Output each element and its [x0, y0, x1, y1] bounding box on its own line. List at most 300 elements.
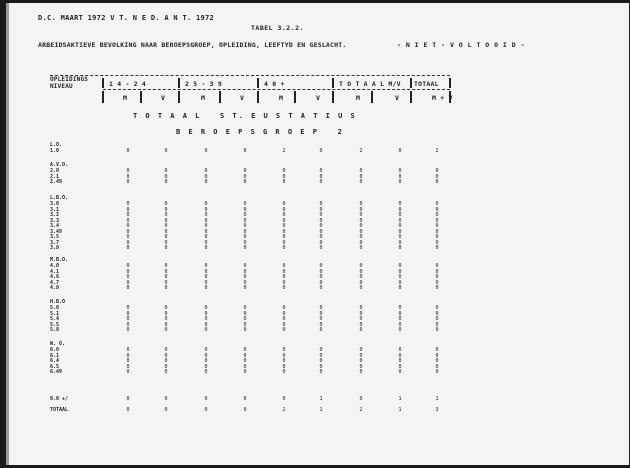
value-cell: 0 [282, 201, 286, 207]
row-code: 6.49 [50, 369, 63, 375]
sex-column-header: M [356, 94, 361, 102]
value-cell: 0 [126, 316, 130, 322]
column-divider [257, 78, 259, 88]
column-divider [178, 91, 180, 103]
row-code: 4.7 [50, 279, 60, 286]
value-cell: 0 [398, 363, 402, 370]
value-cell: 0 [243, 263, 247, 269]
value-cell: 0 [126, 274, 130, 280]
value-cell: 0 [359, 217, 363, 224]
value-cell: 0 [359, 206, 363, 213]
row-code: 3.5 [50, 234, 60, 240]
value-cell: 0 [282, 263, 286, 269]
value-cell: 0 [359, 369, 363, 375]
value-cell: 0 [164, 206, 168, 213]
sex-column-header: V [240, 94, 245, 102]
row-code: 3.1 [50, 206, 60, 213]
table-number: TABEL 3.2.2. [251, 24, 304, 32]
value-cell: 0 [359, 212, 363, 218]
value-cell: 0 [243, 179, 247, 185]
value-cell: 0 [164, 363, 168, 370]
value-cell: 0 [282, 279, 286, 286]
row-code: 6.1 [50, 352, 60, 359]
sex-column-header: M [201, 94, 206, 102]
value-cell: 0 [204, 285, 208, 291]
value-cell: 0 [319, 148, 323, 154]
column-divider [178, 78, 180, 88]
value-cell: 0 [243, 363, 247, 370]
row-code: 3.2 [50, 212, 60, 218]
row-code: 3.7 [50, 239, 60, 246]
value-cell: 0 [243, 358, 247, 364]
value-cell: 0 [204, 217, 208, 224]
value-cell: 0 [319, 239, 323, 246]
value-cell: 0 [435, 263, 439, 269]
value-cell: 0 [398, 369, 402, 375]
value-cell: 0 [243, 316, 247, 322]
value-cell: 0 [126, 228, 130, 235]
value-cell: 0 [319, 369, 323, 375]
value-cell: 3 [435, 407, 439, 413]
row-label-header: OPLEIDINGS NIVEAU [50, 76, 89, 90]
value-cell: 0 [164, 310, 168, 317]
row-code: 2.49 [50, 179, 63, 185]
value-cell: 0 [319, 173, 323, 180]
value-cell: 1 [398, 396, 402, 402]
value-cell: 0 [164, 321, 168, 328]
value-cell: 0 [243, 268, 247, 275]
value-cell: 2 [359, 407, 363, 413]
value-cell: 0 [164, 316, 168, 322]
value-cell: 0 [398, 239, 402, 246]
value-cell: 0 [319, 263, 323, 269]
value-cell: 0 [243, 327, 247, 333]
value-cell: 0 [319, 212, 323, 218]
value-cell: 0 [398, 223, 402, 229]
row-code: 9.0 +/ [50, 396, 69, 402]
value-cell: 0 [359, 239, 363, 246]
value-cell: 0 [282, 212, 286, 218]
value-cell: 0 [398, 173, 402, 180]
value-cell: 0 [319, 245, 323, 251]
value-cell: 0 [319, 217, 323, 224]
value-cell: 0 [319, 305, 323, 311]
value-cell: 0 [204, 206, 208, 213]
value-cell: 0 [282, 327, 286, 333]
value-cell: 0 [204, 352, 208, 359]
value-cell: 0 [435, 310, 439, 317]
value-cell: 0 [282, 321, 286, 328]
value-cell: 0 [282, 369, 286, 375]
value-cell: 0 [243, 245, 247, 251]
column-divider [140, 91, 142, 103]
value-cell: 0 [204, 223, 208, 229]
row-code: 5.4 [50, 316, 60, 322]
value-cell: 2 [359, 148, 363, 154]
value-cell: 0 [282, 268, 286, 275]
value-cell: 0 [126, 310, 130, 317]
value-cell: 0 [126, 279, 130, 286]
value-cell: 0 [204, 407, 208, 413]
value-cell: 0 [398, 358, 402, 364]
value-cell: 0 [243, 369, 247, 375]
value-cell: 0 [282, 305, 286, 311]
value-cell: 0 [282, 274, 286, 280]
value-cell: 0 [243, 274, 247, 280]
value-cell: 0 [435, 268, 439, 275]
value-cell: 0 [204, 363, 208, 370]
value-cell: 0 [126, 358, 130, 364]
sex-column-header: M [279, 94, 284, 102]
value-cell: 0 [164, 223, 168, 229]
sex-column-header: M [123, 94, 128, 102]
row-code: 5.1 [50, 310, 60, 317]
value-cell: 0 [435, 369, 439, 375]
value-cell: 0 [435, 245, 439, 251]
value-cell: 0 [319, 316, 323, 322]
value-cell: 0 [204, 358, 208, 364]
value-cell: 0 [164, 305, 168, 311]
value-cell: 0 [126, 352, 130, 359]
value-cell: 0 [398, 201, 402, 207]
value-cell: 0 [359, 201, 363, 207]
column-divider [410, 91, 412, 103]
value-cell: 0 [359, 274, 363, 280]
value-cell: 0 [319, 228, 323, 235]
value-cell: 0 [319, 234, 323, 240]
value-cell: 0 [204, 321, 208, 328]
value-cell: 0 [164, 148, 168, 154]
value-cell: 1 [319, 407, 323, 413]
value-cell: 0 [398, 234, 402, 240]
value-cell: 0 [282, 239, 286, 246]
column-divider [449, 78, 451, 88]
value-cell: 0 [319, 274, 323, 280]
value-cell: 0 [164, 263, 168, 269]
value-cell: 0 [282, 285, 286, 291]
value-cell: 0 [359, 305, 363, 311]
value-cell: 0 [126, 206, 130, 213]
row-code: 6.5 [50, 363, 60, 370]
value-cell: 0 [126, 234, 130, 240]
value-cell: 0 [126, 239, 130, 246]
value-cell: 0 [164, 285, 168, 291]
value-cell: 0 [282, 168, 286, 174]
value-cell: 0 [126, 201, 130, 207]
value-cell: 0 [243, 285, 247, 291]
value-cell: 0 [164, 173, 168, 180]
value-cell: 0 [435, 279, 439, 286]
value-cell: 0 [359, 223, 363, 229]
sex-column-header: V [316, 94, 321, 102]
value-cell: 0 [164, 396, 168, 402]
group-title: B E R O E P S G R O E P 2 [176, 128, 344, 136]
sex-column-header: V [395, 94, 400, 102]
value-cell: 0 [359, 321, 363, 328]
row-code: 4.8 [50, 285, 60, 291]
value-cell: 0 [204, 327, 208, 333]
group-label: H.B.O [50, 299, 66, 305]
value-cell: 0 [435, 358, 439, 364]
value-cell: 0 [319, 321, 323, 328]
value-cell: 0 [204, 396, 208, 402]
value-cell: 0 [435, 274, 439, 280]
value-cell: 0 [126, 407, 130, 413]
value-cell: 0 [243, 352, 247, 359]
value-cell: 0 [243, 228, 247, 235]
value-cell: 0 [398, 212, 402, 218]
value-cell: 0 [164, 168, 168, 174]
value-cell: 0 [204, 179, 208, 185]
value-cell: 0 [164, 347, 168, 353]
value-cell: 0 [243, 206, 247, 213]
row-code: 3.4 [50, 223, 60, 229]
value-cell: 0 [319, 179, 323, 185]
value-cell: 0 [398, 310, 402, 317]
value-cell: 0 [282, 347, 286, 353]
value-cell: 0 [126, 245, 130, 251]
value-cell: 0 [126, 285, 130, 291]
value-cell: 1 [398, 407, 402, 413]
value-cell: 0 [319, 310, 323, 317]
value-cell: 0 [282, 179, 286, 185]
value-cell: 0 [359, 310, 363, 317]
value-cell: 0 [398, 228, 402, 235]
source-line: D.C. MAART 1972 V T. N E D. A N T. 1972 [38, 14, 215, 22]
value-cell: 0 [164, 327, 168, 333]
value-cell: 0 [204, 201, 208, 207]
column-divider [332, 91, 334, 103]
value-cell: 0 [164, 217, 168, 224]
value-cell: 2 [435, 148, 439, 154]
value-cell: 0 [435, 363, 439, 370]
value-cell: 0 [204, 310, 208, 317]
value-cell: 0 [435, 173, 439, 180]
value-cell: 0 [204, 234, 208, 240]
value-cell: 0 [164, 245, 168, 251]
value-cell: 0 [319, 358, 323, 364]
value-cell: 0 [282, 223, 286, 229]
value-cell: 0 [359, 352, 363, 359]
value-cell: 0 [164, 352, 168, 359]
scanned-page [6, 3, 629, 465]
row-code: 3.49 [50, 228, 63, 235]
value-cell: 1 [435, 396, 439, 402]
value-cell: 0 [126, 148, 130, 154]
value-cell: 0 [126, 223, 130, 229]
column-divider [294, 91, 296, 103]
age-group-header: 2 5 - 3 9 [185, 80, 223, 88]
value-cell: 0 [126, 327, 130, 333]
row-code: 5.8 [50, 327, 60, 333]
value-cell: 0 [126, 173, 130, 180]
value-cell: 0 [164, 239, 168, 246]
row-code: 4.6 [50, 274, 60, 280]
value-cell: 0 [435, 179, 439, 185]
value-cell: 2 [282, 407, 286, 413]
value-cell: 0 [204, 305, 208, 311]
value-cell: 0 [126, 263, 130, 269]
value-cell: 0 [319, 223, 323, 229]
value-cell: 0 [204, 279, 208, 286]
sex-column-header: V [161, 94, 166, 102]
value-cell: 0 [435, 239, 439, 246]
value-cell: 0 [126, 321, 130, 328]
value-cell: 0 [204, 168, 208, 174]
value-cell: 0 [164, 358, 168, 364]
value-cell: 0 [204, 369, 208, 375]
group-label: L.B.O. [50, 195, 69, 201]
value-cell: 0 [398, 305, 402, 311]
value-cell: 0 [126, 363, 130, 370]
value-cell: 0 [282, 310, 286, 317]
value-cell: 0 [164, 228, 168, 235]
age-group-header: 4 0 + [264, 80, 285, 88]
value-cell: 0 [359, 347, 363, 353]
value-cell: 0 [164, 179, 168, 185]
value-cell: 0 [398, 263, 402, 269]
value-cell: 0 [435, 223, 439, 229]
value-cell: 0 [398, 168, 402, 174]
value-cell: 0 [359, 234, 363, 240]
value-cell: 0 [164, 234, 168, 240]
value-cell: 0 [126, 268, 130, 275]
value-cell: 0 [243, 321, 247, 328]
value-cell: 0 [243, 239, 247, 246]
value-cell: 0 [164, 407, 168, 413]
group-label: A.V.O. [50, 162, 69, 168]
value-cell: 0 [398, 316, 402, 322]
row-code: 6.0 [50, 347, 60, 353]
value-cell: 0 [435, 327, 439, 333]
value-cell: 0 [398, 274, 402, 280]
value-cell: 0 [435, 212, 439, 218]
value-cell: 0 [282, 396, 286, 402]
header-mid-rule [103, 89, 450, 90]
value-cell: 0 [435, 321, 439, 328]
value-cell: 0 [359, 279, 363, 286]
value-cell: 0 [243, 173, 247, 180]
value-cell: 0 [398, 352, 402, 359]
value-cell: 0 [435, 206, 439, 213]
value-cell: 0 [243, 217, 247, 224]
age-group-header: TOTAAL [414, 80, 439, 88]
value-cell: 0 [126, 217, 130, 224]
value-cell: 0 [435, 352, 439, 359]
value-cell: 0 [435, 305, 439, 311]
value-cell: 0 [319, 168, 323, 174]
value-cell: 0 [204, 245, 208, 251]
value-cell: 0 [398, 268, 402, 275]
value-cell: 0 [398, 321, 402, 328]
value-cell: 1 [319, 396, 323, 402]
value-cell: 0 [319, 285, 323, 291]
value-cell: 0 [359, 228, 363, 235]
value-cell: 0 [243, 168, 247, 174]
value-cell: 0 [126, 369, 130, 375]
value-cell: 0 [243, 279, 247, 286]
header-top-rule [50, 75, 450, 76]
value-cell: 0 [319, 352, 323, 359]
value-cell: 0 [435, 201, 439, 207]
value-cell: 0 [435, 316, 439, 322]
value-cell: 0 [359, 285, 363, 291]
value-cell: 0 [359, 168, 363, 174]
value-cell: 0 [282, 363, 286, 370]
value-cell: 0 [243, 234, 247, 240]
value-cell: 0 [126, 347, 130, 353]
value-cell: 0 [126, 305, 130, 311]
value-cell: 0 [282, 316, 286, 322]
age-group-header: T O T A A L M/V [339, 80, 401, 88]
value-cell: 0 [243, 201, 247, 207]
value-cell: 0 [282, 245, 286, 251]
value-cell: 0 [126, 168, 130, 174]
row-code: 2.0 [50, 168, 60, 174]
value-cell: 0 [359, 263, 363, 269]
value-cell: 0 [204, 212, 208, 218]
value-cell: 0 [204, 268, 208, 275]
sex-column-header: M + V [432, 94, 453, 102]
value-cell: 0 [204, 228, 208, 235]
value-cell: 0 [435, 228, 439, 235]
value-cell: 0 [126, 396, 130, 402]
row-code: 4.0 [50, 263, 60, 269]
value-cell: 0 [164, 212, 168, 218]
row-code: 1.0 [50, 148, 60, 154]
row-code: 3.8 [50, 245, 60, 251]
row-code: 5.5 [50, 321, 60, 328]
value-cell: 0 [164, 201, 168, 207]
value-cell: 0 [204, 173, 208, 180]
group-label: L.O. [50, 142, 63, 148]
value-cell: 0 [204, 263, 208, 269]
column-divider [102, 91, 104, 103]
status-note: - N I E T - V O L T O O I D - [397, 41, 525, 49]
value-cell: 0 [243, 148, 247, 154]
value-cell: 0 [282, 173, 286, 180]
value-cell: 0 [359, 396, 363, 402]
value-cell: 0 [282, 228, 286, 235]
section-title: T O T A A L S T. E U S T A T I U S [133, 112, 357, 120]
group-label: W. O. [50, 341, 66, 347]
value-cell: 0 [204, 347, 208, 353]
row-code: 3.0 [50, 201, 60, 207]
value-cell: 0 [282, 206, 286, 213]
value-cell: 0 [359, 316, 363, 322]
value-cell: 0 [319, 347, 323, 353]
value-cell: 0 [282, 234, 286, 240]
value-cell: 0 [435, 285, 439, 291]
value-cell: 0 [243, 310, 247, 317]
column-divider [332, 78, 334, 88]
age-group-header: 1 4 - 2 4 [109, 80, 147, 88]
value-cell: 0 [319, 327, 323, 333]
column-divider [219, 91, 221, 103]
value-cell: 0 [359, 173, 363, 180]
value-cell: 0 [435, 234, 439, 240]
table-subtitle: ARBEIDSAKTIEVE BEVOLKING NAAR BEROEPSGROEP, OPLEIDING, LEEFTYD EN GESLACHT. [38, 41, 347, 49]
value-cell: 0 [398, 285, 402, 291]
group-label: M.B.O. [50, 257, 69, 263]
value-cell: 0 [398, 347, 402, 353]
value-cell: 0 [126, 179, 130, 185]
value-cell: 0 [204, 239, 208, 246]
value-cell: 0 [243, 223, 247, 229]
value-cell: 0 [204, 316, 208, 322]
row-code: 6.4 [50, 358, 60, 364]
value-cell: 0 [319, 206, 323, 213]
